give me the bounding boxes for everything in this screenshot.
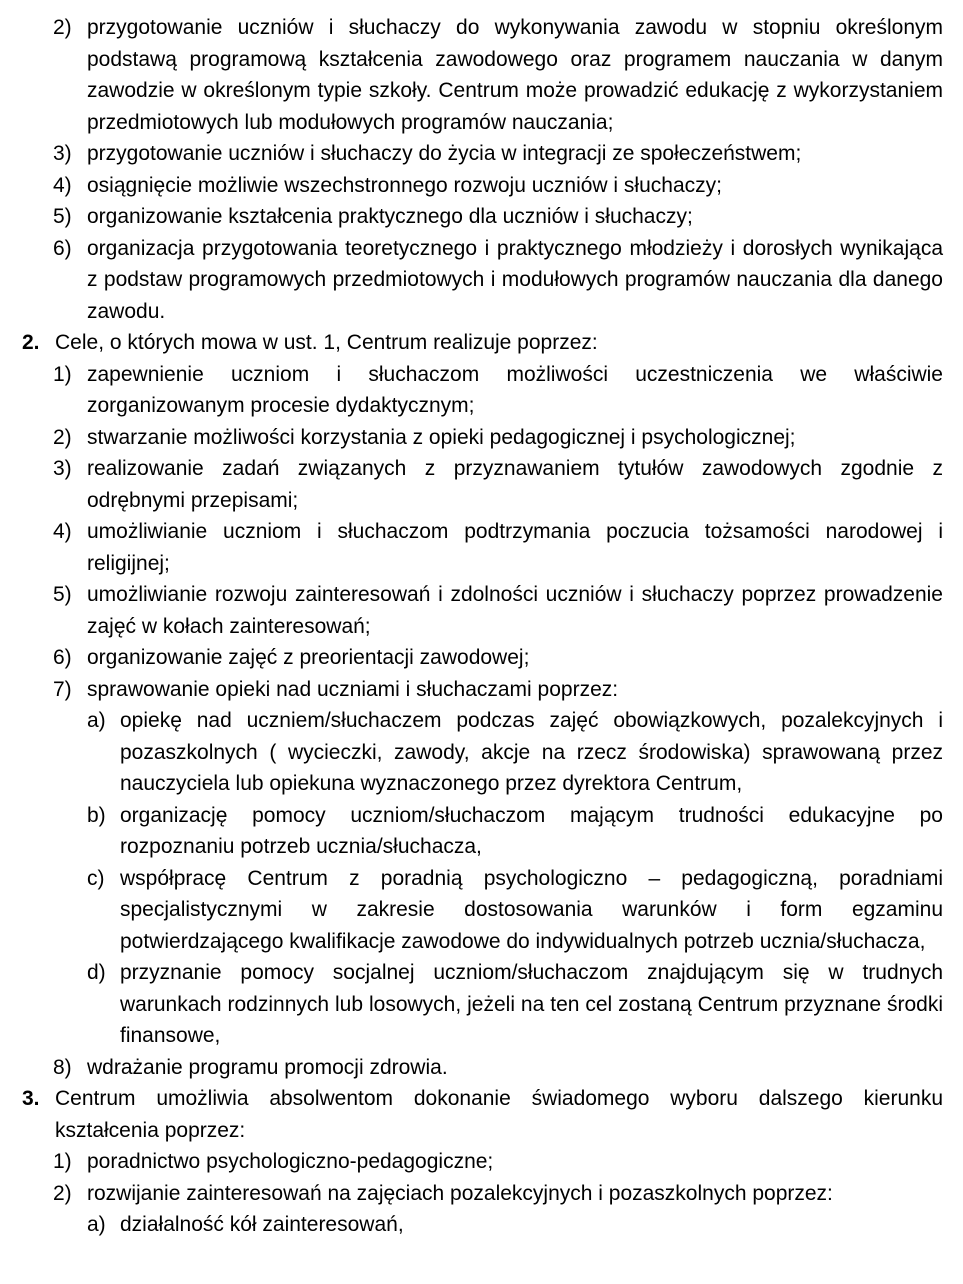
item-text: rozwijanie zainteresowań na zajęciach pozalekcyjnych i pozaszkolnych poprzez:: [87, 1181, 833, 1205]
list-item: [0, 422, 963, 454]
item-text: Centrum umożliwia absolwentom dokonanie świadomego wyboru dalszego kierunku kształcenia poprzez:: [55, 1087, 943, 1142]
item-text: przygotowanie uczniów i słuchaczy do życia w integracji ze społeczeństwem;: [87, 142, 802, 165]
item-text: organizację pomocy uczniom/słuchaczom mającym trudności edukacyjne po rozpoznaniu potrzeb ucznia/słuchacza,: [120, 803, 943, 858]
item-number: 2): [53, 16, 72, 39]
item-number: 8): [53, 1055, 72, 1079]
item-number: 3): [53, 457, 72, 480]
document-page: [0, 12, 963, 1241]
item-number: 2): [53, 425, 72, 449]
sub-list-item: [0, 800, 963, 863]
list-item: [0, 201, 963, 233]
item-text: sprawowanie opieki nad uczniami i słuchaczami poprzez:: [87, 677, 619, 701]
item-number: 3): [53, 142, 72, 165]
section-item: [0, 327, 963, 359]
list-item: [0, 233, 963, 328]
list-item: [0, 1178, 963, 1210]
section-item: [0, 1083, 963, 1146]
item-number: a): [87, 709, 106, 732]
item-text: wdrażanie programu promocji zdrowia.: [87, 1055, 448, 1079]
item-number: a): [87, 1213, 106, 1236]
item-number: d): [87, 961, 106, 984]
sub-list-item: [0, 1209, 963, 1241]
list-item: [0, 1052, 963, 1084]
item-text: stwarzanie możliwości korzystania z opieki pedagogicznej i psychologicznej;: [87, 425, 796, 449]
item-number: 5): [53, 205, 72, 228]
item-number: 2): [53, 1181, 72, 1205]
item-number: 1): [53, 1150, 72, 1173]
item-text: osiągnięcie możliwie wszechstronnego rozwoju uczniów i słuchaczy;: [87, 173, 722, 197]
item-number: 7): [53, 677, 72, 701]
item-text: opiekę nad uczniem/słuchaczem podczas zajęć obowiązkowych, pozalekcyjnych i pozaszkolnych ( wycieczki, zawody, akcje na rzecz środowiska) sprawowaną przez nauczyciela lub opiekuna wyznaczonego przez dyrektora Centrum,: [120, 709, 943, 795]
list-item: [0, 12, 963, 138]
sub-list-item: [0, 705, 963, 800]
item-number: 4): [53, 173, 72, 197]
item-text: przyznanie pomocy socjalnej uczniom/słuchaczom znajdującym się w trudnych warunkach rodzinnych lub losowych, jeżeli na ten cel zostaną Centrum przyznane środki finansowe,: [120, 961, 943, 1047]
list-item: [0, 170, 963, 202]
list-item: [0, 579, 963, 642]
item-number: 1): [53, 362, 72, 386]
item-number: c): [87, 866, 105, 890]
item-number: 5): [53, 583, 72, 606]
list-item: [0, 359, 963, 422]
item-number: 2.: [22, 331, 40, 354]
item-text: organizowanie zajęć z preorientacji zawodowej;: [87, 646, 530, 669]
list-item: [0, 642, 963, 674]
list-item: [0, 674, 963, 706]
item-text: organizacja przygotowania teoretycznego i praktycznego młodzieży i dorosłych wynikająca z podstaw programowych przedmiotowych i modułowych programów nauczania dla danego zawodu.: [87, 236, 943, 323]
item-text: Cele, o których mowa w ust. 1, Centrum realizuje poprzez:: [55, 331, 598, 354]
sub-list-item: [0, 957, 963, 1052]
item-text: przygotowanie uczniów i słuchaczy do wykonywania zawodu w stopniu określonym podstawą programową kształcenia zawodowego oraz programem nauczania w danym zawodzie w określonym typie szkoły. Centrum może prowadzić edukację z wykorzystaniem przedmiotowych lub modułowych programów nauczania;: [87, 16, 943, 134]
list-item: [0, 453, 963, 516]
item-number: b): [87, 803, 106, 827]
list-item: [0, 1146, 963, 1178]
item-number: 3.: [22, 1087, 40, 1110]
item-text: realizowanie zadań związanych z przyznawaniem tytułów zawodowych zgodnie z odrębnymi przepisami;: [87, 457, 943, 512]
item-text: umożliwianie uczniom i słuchaczom podtrzymania poczucia tożsamości narodowej i religijnej;: [87, 520, 943, 575]
item-text: organizowanie kształcenia praktycznego dla uczniów i słuchaczy;: [87, 205, 693, 228]
item-number: 4): [53, 520, 72, 543]
item-text: poradnictwo psychologiczno-pedagogiczne;: [87, 1150, 494, 1173]
list-item: [0, 516, 963, 579]
item-number: 6): [53, 646, 72, 669]
item-text: zapewnienie uczniom i słuchaczom możliwości uczestniczenia we właściwie zorganizowanym procesie dydaktycznym;: [87, 362, 943, 417]
sub-list-item: [0, 863, 963, 958]
item-text: działalność kół zainteresowań,: [120, 1213, 404, 1236]
item-number: 6): [53, 236, 72, 260]
item-text: współpracę Centrum z poradnią psychologiczno – pedagogiczną, poradniami specjalistycznymi w zakresie dostosowania warunków i form egzaminu potwierdzającego kwalifikacje zawodowe do indywidualnych potrzeb ucznia/słuchacza,: [120, 866, 943, 953]
item-text: umożliwianie rozwoju zainteresowań i zdolności uczniów i słuchaczy poprzez prowadzenie zajęć w kołach zainteresowań;: [87, 583, 943, 638]
list-item: [0, 138, 963, 170]
